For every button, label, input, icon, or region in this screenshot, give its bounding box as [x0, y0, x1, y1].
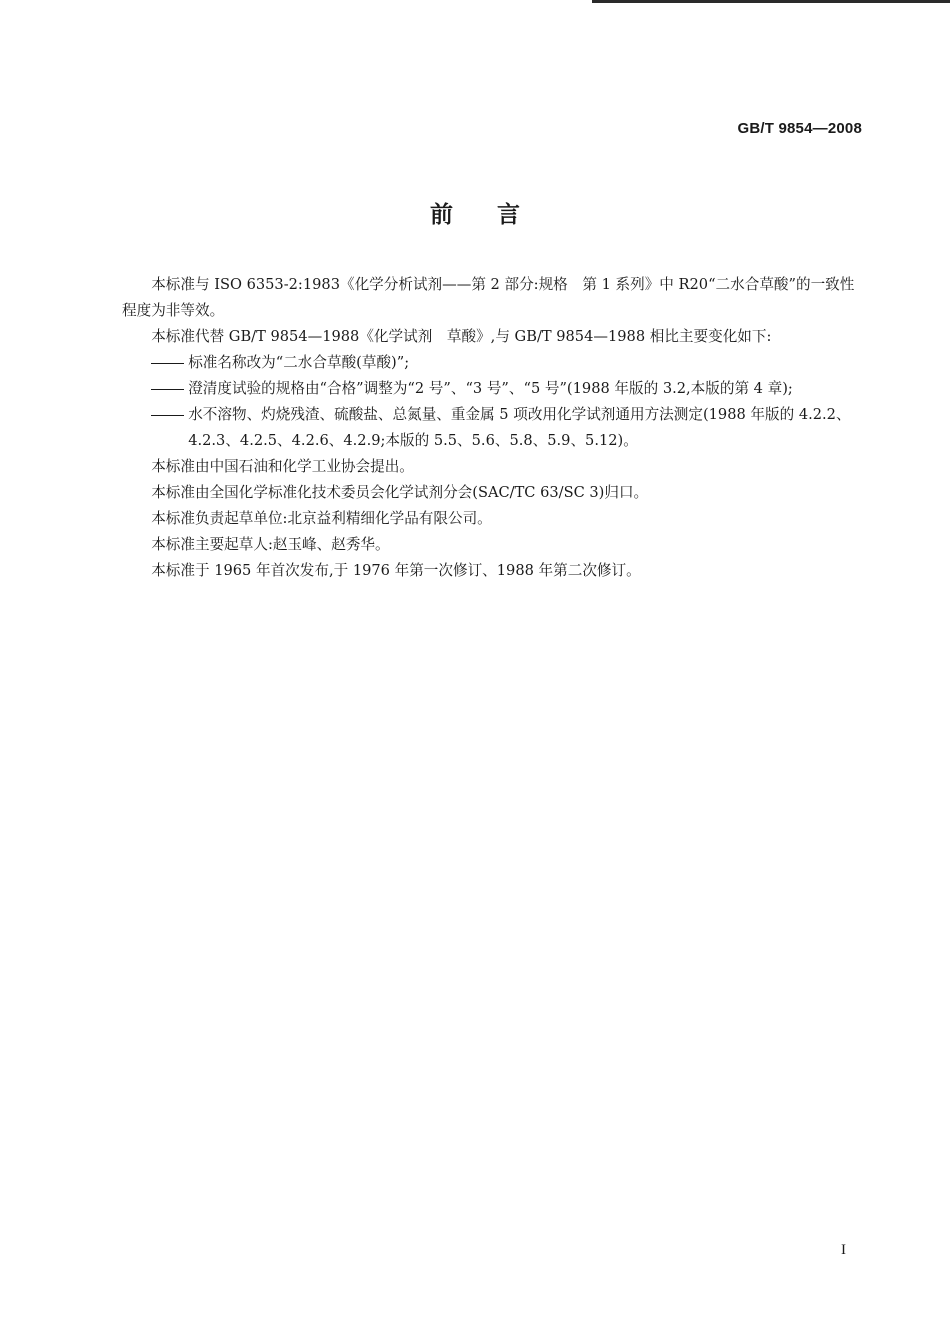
change-text: 标准名称改为“二水合草酸(草酸)”;: [188, 354, 410, 371]
paragraph-administrator: 本标准由全国化学标准化技术委员会化学试剂分会(SAC/TC 63/SC 3)归口。: [151, 484, 649, 501]
change-text: 水不溶物、灼烧残渣、硫酸盐、总氮量、重金属 5 项改用化学试剂通用方法测定(1988 年版的 4.2.2、4.2.3、4.2.5、4.2.6、4.2.9;本版的 5.5、5.6、5.8、5.9、5.12)。: [188, 406, 851, 449]
paragraph-drafting-unit: 本标准负责起草单位:北京益利精细化学品有限公司。: [151, 510, 492, 527]
dash-marker: [151, 350, 188, 376]
change-item: [122, 402, 860, 454]
standard-number: GB/T 9854—2008: [737, 120, 862, 137]
paragraph-replacement: 本标准代替 GB/T 9854—1988《化学试剂 草酸》,与 GB/T 9854—1988 相比主要变化如下:: [151, 328, 772, 345]
paragraph-proposer: 本标准由中国石油和化学工业协会提出。: [151, 458, 414, 475]
foreword-body: [122, 272, 860, 584]
change-item: [122, 376, 860, 402]
header-rule: [592, 0, 950, 3]
page-title: 前言: [430, 202, 564, 228]
dash-marker: [151, 376, 188, 402]
change-text: 澄清度试验的规格由“合格”调整为“2 号”、“3 号”、“5 号”(1988 年版的 3.2,本版的第 4 章);: [188, 380, 793, 397]
change-item: [122, 350, 860, 376]
page-number: I: [841, 1242, 846, 1258]
dash-marker: [151, 402, 188, 428]
paragraph-equivalence: 本标准与 ISO 6353-2:1983《化学分析试剂——第 2 部分:规格 第 1 系列》中 R20“二水合草酸”的一致性程度为非等效。: [122, 276, 855, 319]
paragraph-drafters: 本标准主要起草人:赵玉峰、赵秀华。: [151, 536, 390, 553]
paragraph-history: 本标准于 1965 年首次发布,于 1976 年第一次修订、1988 年第二次修订。: [151, 562, 641, 579]
